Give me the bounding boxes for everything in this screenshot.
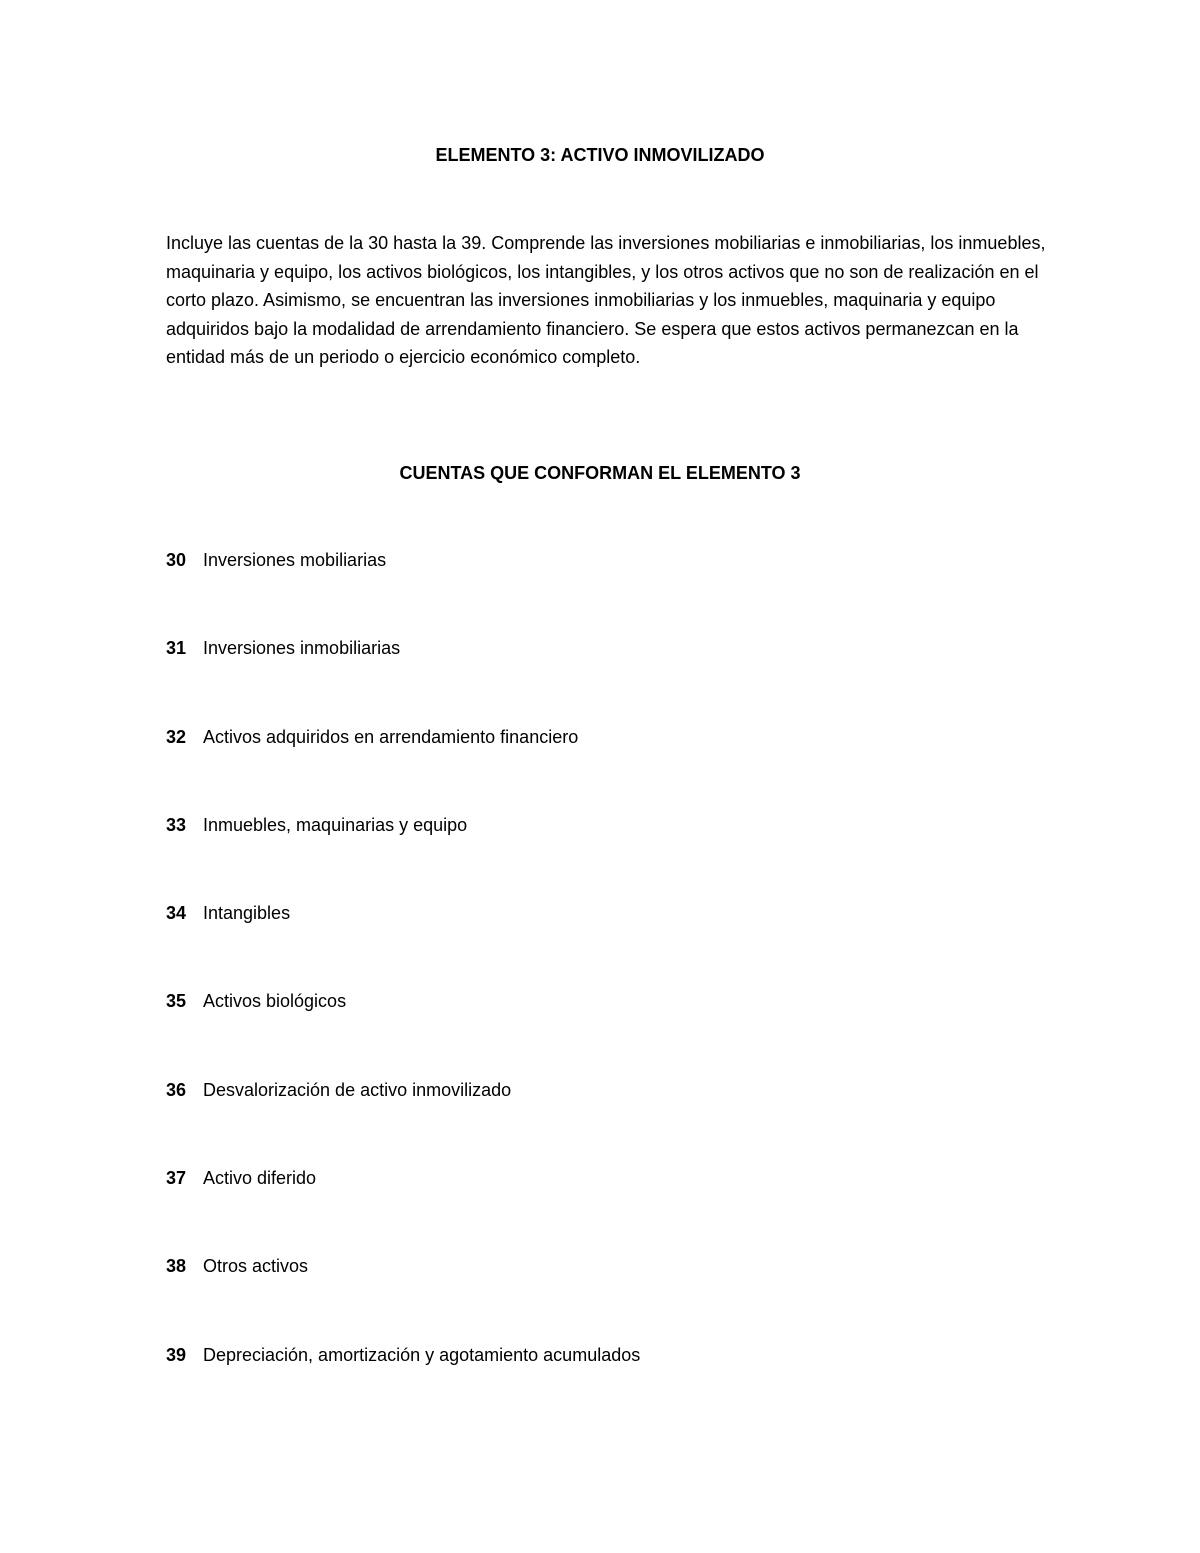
account-name: Intangibles (203, 903, 291, 924)
account-code: 37 (166, 1168, 187, 1189)
account-name: Inversiones inmobiliarias (203, 638, 401, 659)
account-item (166, 1078, 640, 1166)
accounts-heading: CUENTAS QUE CONFORMAN EL ELEMENTO 3 (399, 463, 801, 483)
account-name: Depreciación, amortización y agotamiento acumulados (203, 1344, 641, 1365)
account-code: 33 (166, 814, 187, 835)
account-name: Otros activos (203, 1256, 309, 1277)
account-code: 31 (166, 638, 187, 659)
account-code: 36 (166, 1079, 187, 1100)
account-item (166, 725, 640, 813)
account-name: Activos biológicos (203, 991, 347, 1012)
account-item (166, 548, 640, 636)
account-item (166, 1343, 640, 1431)
account-item (166, 1166, 640, 1254)
account-item (166, 813, 640, 901)
account-code: 38 (166, 1256, 187, 1277)
account-name: Activo diferido (203, 1168, 317, 1189)
account-code: 39 (166, 1344, 187, 1365)
account-code: 34 (166, 903, 187, 924)
account-code: 32 (166, 726, 187, 747)
account-name: Desvalorización de activo inmovilizado (203, 1079, 512, 1100)
account-item (166, 636, 640, 724)
account-item (166, 1254, 640, 1342)
account-item (166, 901, 640, 989)
intro-paragraph: Incluye las cuentas de la 30 hasta la 39. Comprende las inversiones mobiliarias e inmobiliarias, los inmuebles, maquinaria y equipo, los activos biológicos, los intangibles, y los otros activos que no son de realización en el corto plazo. Asimismo, se encuentran las inversiones inmobiliarias y los inmuebles, maquinaria y equipo adquiridos bajo la modalidad de arrendamiento financiero. Se espera que estos activos permanezcan en la entidad más de un periodo o ejercicio económico completo. (166, 233, 1046, 368)
document-title: ELEMENTO 3: ACTIVO INMOVILIZADO (435, 145, 765, 165)
account-code: 30 (166, 550, 187, 570)
account-item (166, 989, 640, 1077)
account-name: Inversiones mobiliarias (203, 550, 387, 570)
account-name: Inmuebles, maquinarias y equipo (203, 814, 468, 835)
account-name: Activos adquiridos en arrendamiento financiero (203, 726, 579, 747)
accounts-list (166, 548, 640, 1431)
account-code: 35 (166, 991, 187, 1012)
